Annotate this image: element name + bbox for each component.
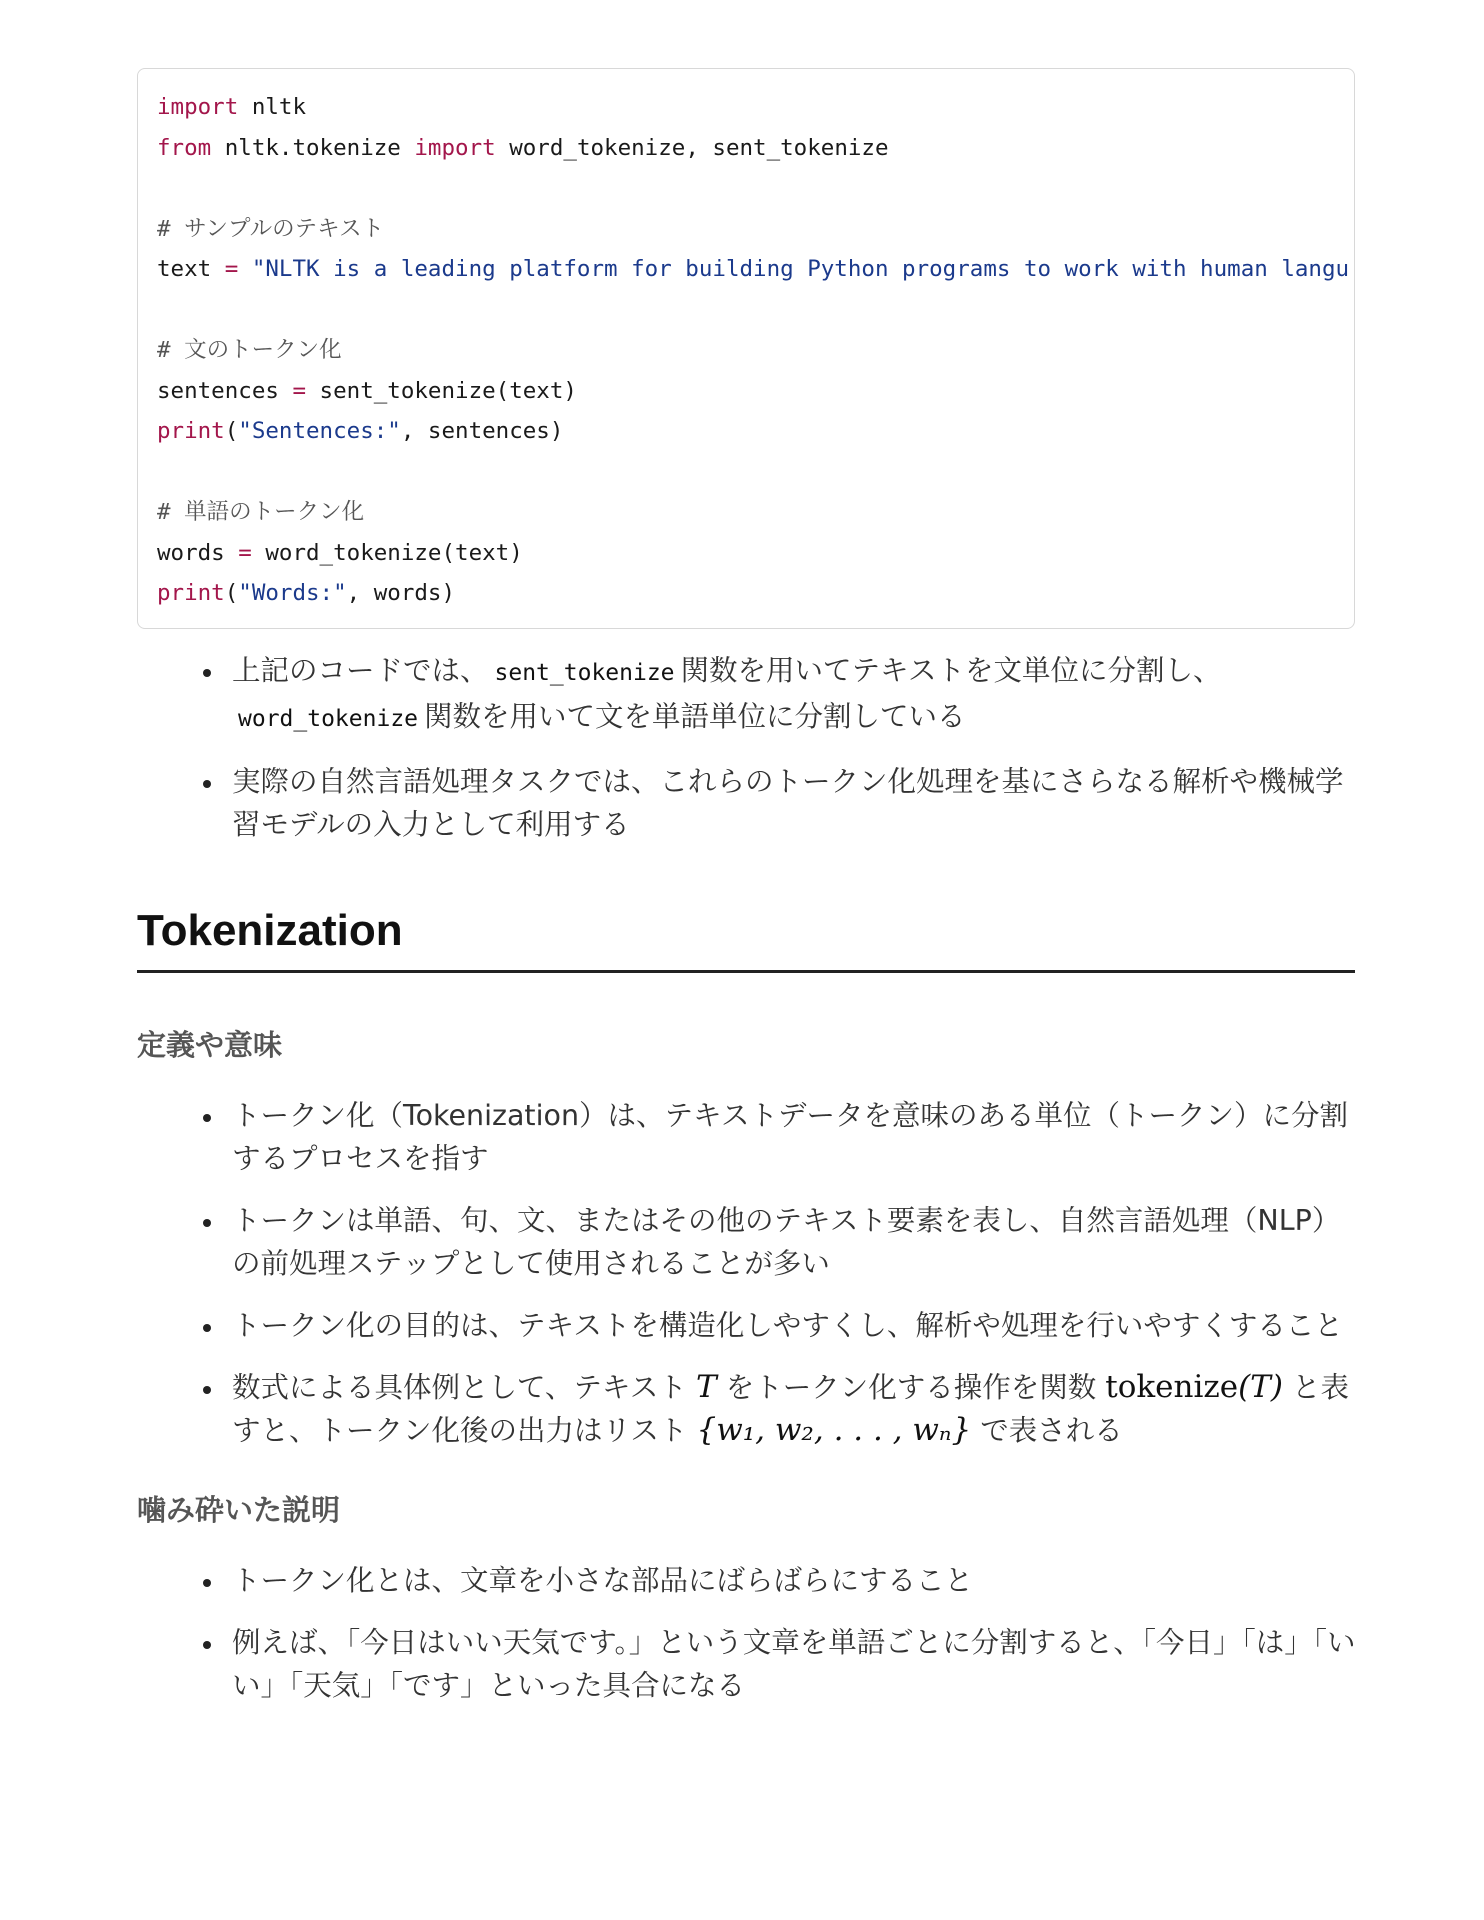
code-line [157, 128, 1354, 169]
list-item: トークン化とは、文章を小さな部品にばらばらにすること [137, 1559, 1357, 1602]
code-token: "Words:" [238, 580, 347, 606]
code-line [157, 533, 1354, 574]
code-token: text [157, 256, 225, 282]
list-item: トークン化（Tokenization）は、テキストデータを意味のある単位（トークン）に分割するプロセスを指す [137, 1094, 1357, 1180]
list-item: 上記のコードでは、 sent_tokenize 関数を用いてテキストを文単位に分割し、word_tokenize 関数を用いて文を単語単位に分割している [137, 649, 1357, 741]
document-content [137, 68, 1355, 1726]
code-token: sentences [157, 377, 293, 404]
list-item: トークン化の目的は、テキストを構造化しやすくし、解析や処理を行いやすくすること [137, 1304, 1357, 1347]
code-line [157, 573, 1354, 614]
code-token: import [414, 134, 496, 161]
inline-code: word_tokenize [238, 705, 419, 732]
explanation-list [137, 1559, 1355, 1707]
code-line [157, 87, 1354, 128]
code-token: = [224, 256, 239, 282]
code-token: # サンプルのテキスト [157, 215, 385, 242]
code-token: # 文のトークン化 [157, 337, 342, 363]
list-item: 例えば、「今日はいい天気です。」という文章を単語ごとに分割すると、「今日」「は」「いい」「天気」「です」といった具合になる [137, 1621, 1357, 1707]
code-token: "Sentences:" [238, 418, 401, 444]
code-line [157, 330, 1354, 371]
list-item: 数式による具体例として、テキスト T をトークン化する操作を関数 tokenize(T) と表すと、トークン化後の出力はリスト {w₁, w₂, . . . , wₙ} で表される [137, 1366, 1357, 1452]
code-token: print [157, 580, 225, 606]
math-expression: {w₁, w₂, . . . , wₙ} [696, 1411, 972, 1448]
code-line [157, 371, 1354, 412]
code-line [157, 290, 1354, 331]
code-token: word_tokenize(text) [251, 539, 523, 566]
list-item: トークンは単語、句、文、またはその他のテキスト要素を表し、自然言語処理（NLP）の前処理ステップとして使用されることが多い [137, 1199, 1357, 1285]
code-block [137, 68, 1355, 629]
code-token: , sentences) [400, 418, 564, 444]
code-token: = [292, 377, 307, 404]
list-item: 実際の自然言語処理タスクでは、これらのトークン化処理を基にさらなる解析や機械学習モデルの入力として利用する [137, 760, 1357, 846]
code-line [157, 452, 1354, 493]
code-line [157, 168, 1354, 209]
code-token: import [157, 94, 239, 120]
code-token: from [157, 134, 212, 161]
code-token: ( [224, 580, 239, 606]
code-notes-list [137, 649, 1355, 846]
code-token: nltk.tokenize [211, 134, 415, 161]
code-line [157, 492, 1354, 533]
math-expression: T [695, 1368, 717, 1405]
math-expression: tokenize(T) [1105, 1368, 1283, 1405]
code-token: nltk [238, 94, 307, 120]
code-token: = [238, 539, 252, 566]
code-token: word_tokenize, sent_tokenize [495, 134, 889, 161]
definition-list [137, 1094, 1355, 1452]
code-token: ( [224, 418, 239, 444]
code-token: # 単語のトークン化 [157, 499, 365, 525]
explanation-heading: 噛み砕いた説明 [137, 1492, 341, 1527]
code-line [157, 209, 1354, 250]
code-token [238, 256, 252, 282]
code-token: , words) [346, 580, 456, 606]
definition-heading: 定義や意味 [137, 1027, 283, 1062]
inline-code: sent_tokenize [494, 659, 675, 686]
section-title: Tokenization [137, 906, 1355, 973]
code-token: "NLTK is a leading platform for building Python programs to work with human langu [251, 256, 1350, 282]
code-line [157, 411, 1354, 452]
code-token: words [157, 539, 239, 566]
code-line [157, 249, 1354, 290]
code-token: sent_tokenize(text) [306, 377, 577, 404]
code-token: print [157, 418, 225, 444]
